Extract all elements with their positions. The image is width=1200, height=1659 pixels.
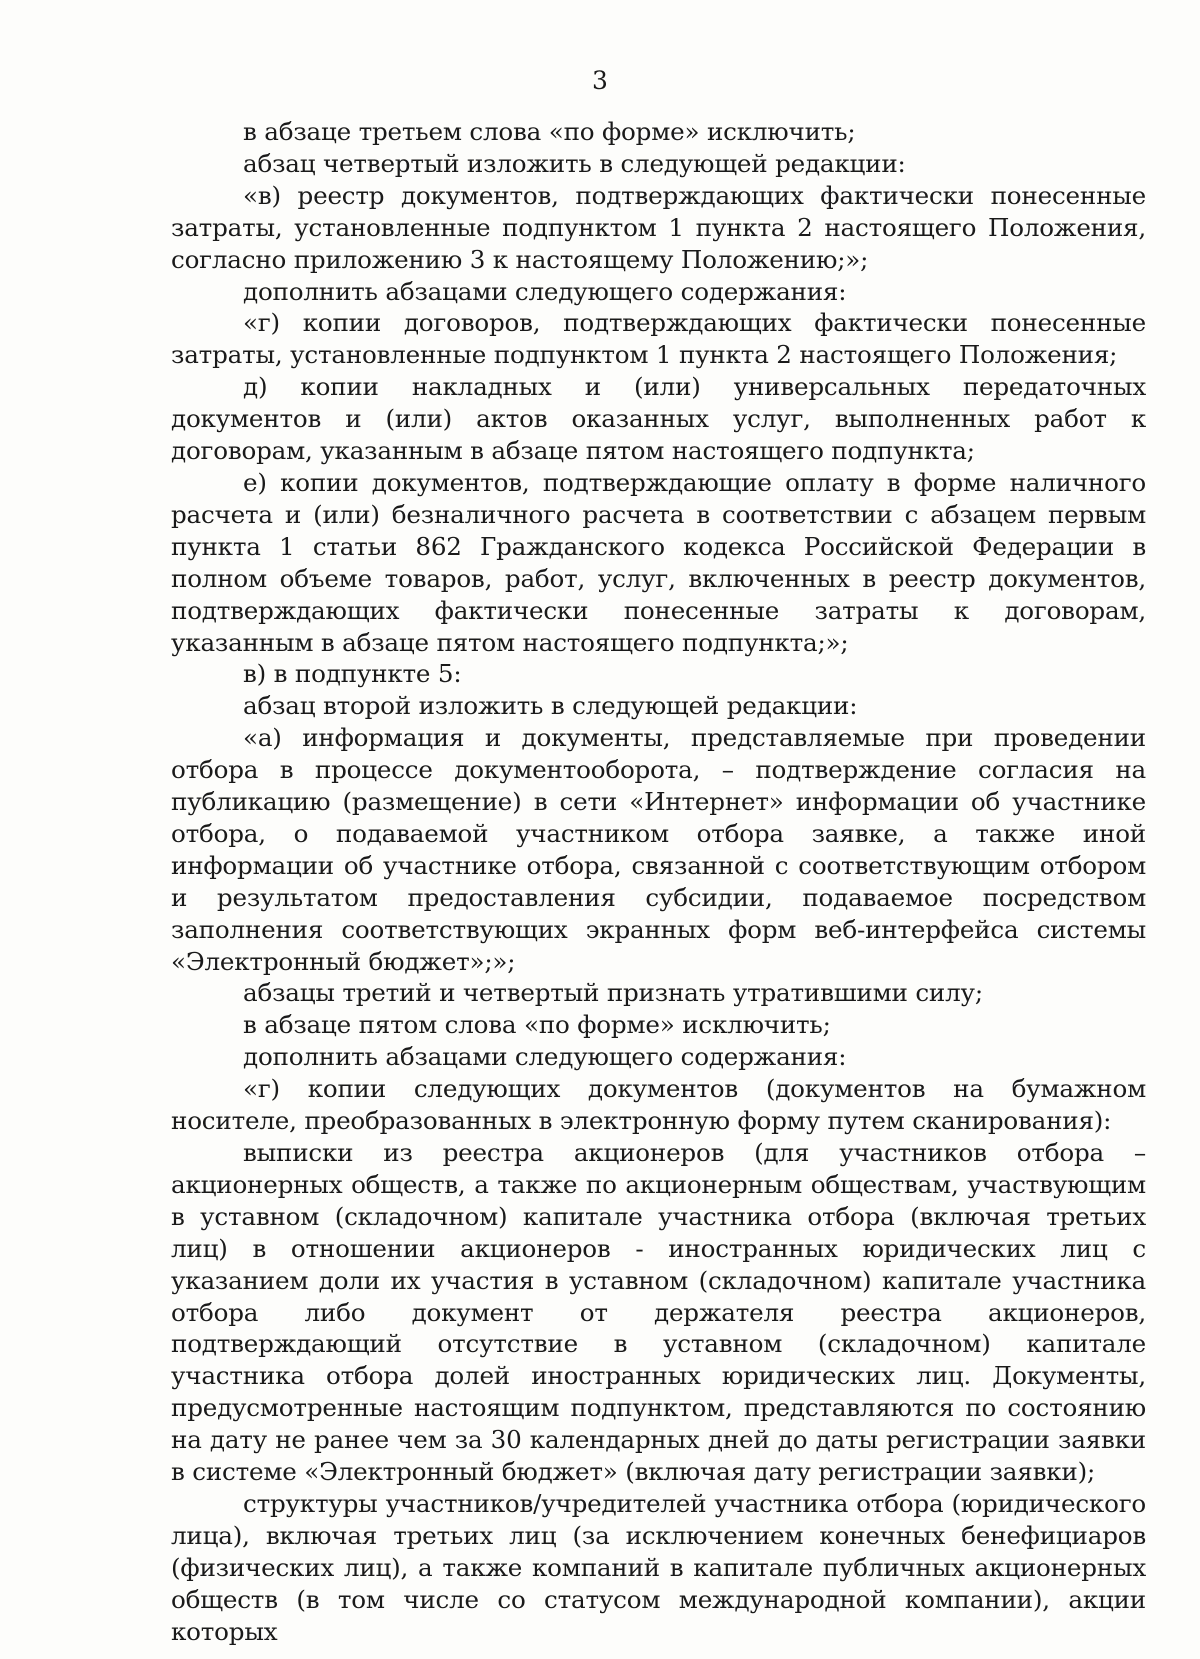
paragraph: «в) реестр документов, подтверждающих фактически понесенные затраты, установленные подпунктом 1 пункта 2 настоящего Положения, согласно приложению 3 к настоящему Положению;»; bbox=[171, 180, 1146, 274]
paragraph: абзац второй изложить в следующей редакции: bbox=[243, 691, 858, 721]
paragraph: е) копии документов, подтверждающие оплату в форме наличного расчета и (или) безналичного расчета в соответствии с абзацем первым пункта 1 статьи 862 Гражданского кодекса Российской Федерации в полном объеме товаров, работ, услуг, включенных в реестр документов, подтверждающих фактически понесенные затраты к договорам, указанным в абзаце пятом настоящего подпункта;»; bbox=[171, 467, 1146, 657]
paragraph: в абзаце пятом слова «по форме» исключить; bbox=[243, 1010, 831, 1040]
paragraph: абзацы третий и четвертый признать утратившими силу; bbox=[243, 978, 983, 1008]
paragraph: д) копии накладных и (или) универсальных передаточных документов и (или) актов оказанных услуг, выполненных работ к договорам, указанным в абзаце пятом настоящего подпункта; bbox=[171, 372, 1146, 466]
paragraph: в абзаце третьем слова «по форме» исключить; bbox=[243, 117, 856, 146]
paragraph: абзац четвертый изложить в следующей редакции: bbox=[243, 148, 906, 178]
paragraph: выписки из реестра акционеров (для участников отбора – акционерных обществ, а также по акционерным обществам, участвующим в уставном (складочном) капитале участника отбора (включая третьих лиц) в отношении акционеров - иностранных юридических лиц с указанием доли их участия в уставном (складочном) капитале участника отбора либо документ от держателя реестра акционеров, подтверждающий отсутствие в уставном (складочном) капитале участника отбора долей иностранных юридических лиц. Документы, предусмотренные настоящим подпунктом, представляются по состоянию на дату не ранее чем за 30 календарных дней до даты регистрации заявки в системе «Электронный бюджет» (включая дату регистрации заявки); bbox=[171, 1138, 1146, 1487]
document-body bbox=[171, 116, 1146, 1648]
paragraph: структуры участников/учредителей участника отбора (юридического лица), включая третьих лиц (за исключением конечных бенефициаров (физических лиц), а также компаний в капитале публичных акционерных обществ (в том числе со статусом международной компании), акции которых bbox=[171, 1488, 1146, 1646]
paragraph: «г) копии договоров, подтверждающих фактически понесенные затраты, установленные подпунктом 1 пункта 2 настоящего Положения; bbox=[171, 308, 1146, 370]
paragraph: дополнить абзацами следующего содержания: bbox=[243, 276, 847, 306]
paragraph: «г) копии следующих документов (документов на бумажном носителе, преобразованных в электронную форму путем сканирования): bbox=[171, 1074, 1146, 1136]
paragraph: в) в подпункте 5: bbox=[243, 659, 462, 689]
paragraph: «а) информация и документы, представляемые при проведении отбора в процессе документооборота, – подтверждение согласия на публикацию (размещение) в сети «Интернет» информации об участнике отбора, о подаваемой участником отбора заявке, а также иной информации об участнике отбора, связанной с соответствующим отбором и результатом предоставления субсидии, подаваемое посредством заполнения соответствующих экранных форм веб-интерфейса системы «Электронный бюджет»;»; bbox=[171, 723, 1146, 976]
paragraph: дополнить абзацами следующего содержания: bbox=[243, 1042, 847, 1072]
page-number: 3 bbox=[592, 66, 608, 95]
